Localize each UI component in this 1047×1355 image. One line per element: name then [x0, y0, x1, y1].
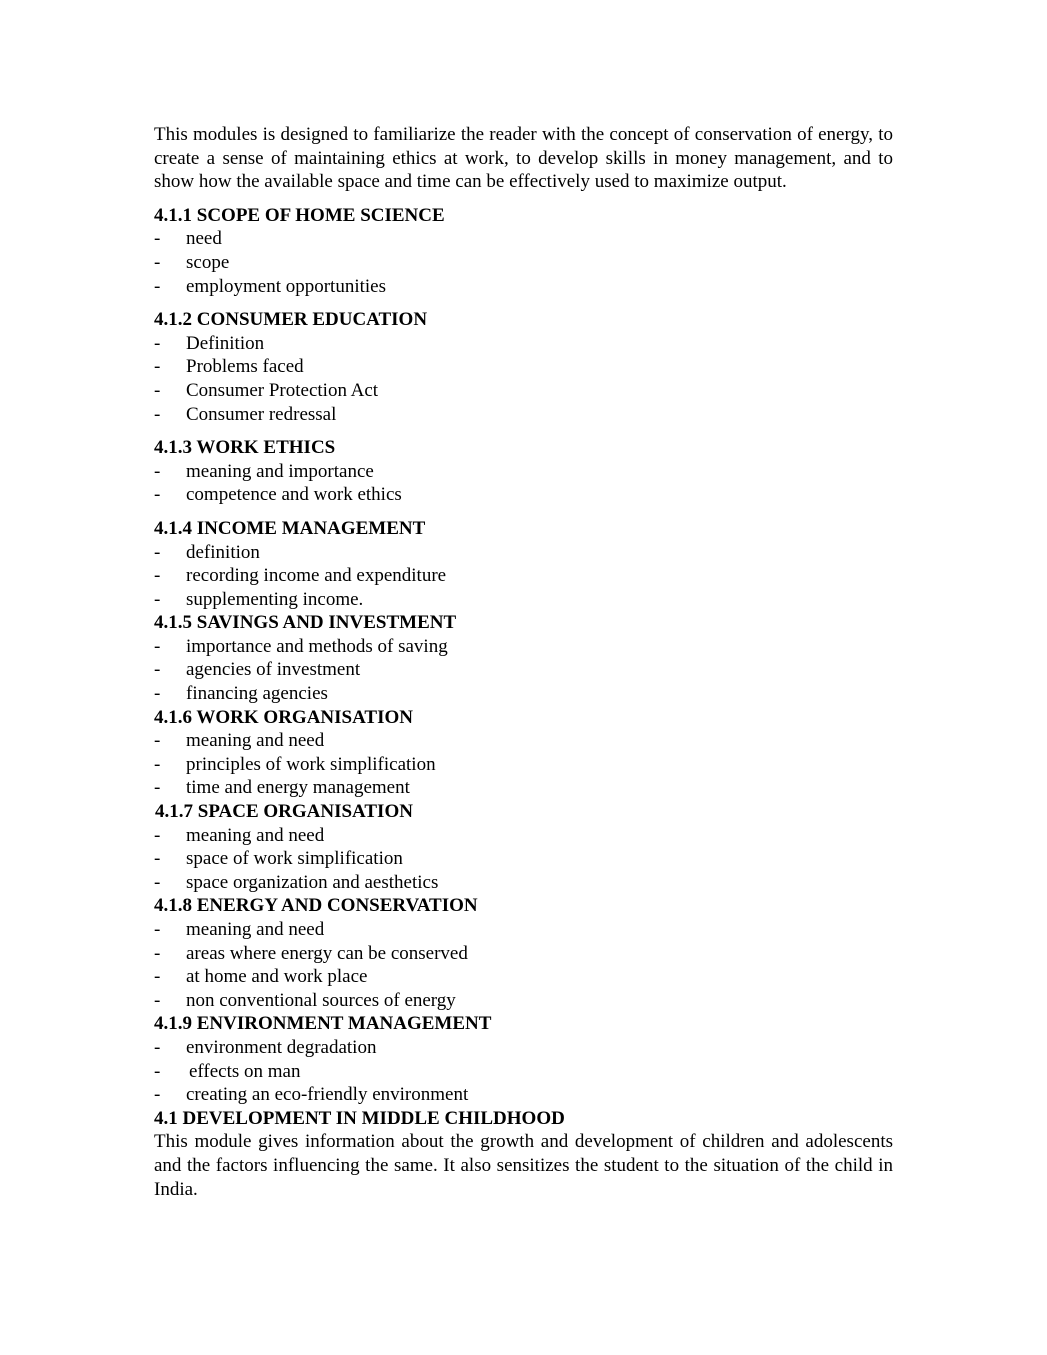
list-item: - meaning and importance	[154, 460, 374, 482]
section-heading: 4.1.3 WORK ETHICS	[154, 437, 336, 459]
list-item: - meaning and need	[154, 919, 325, 940]
dash-bullet: -	[154, 871, 161, 893]
section-savings-and-investment	[154, 611, 893, 705]
section-heading: 4.1.7 SPACE ORGANISATION	[155, 801, 413, 823]
dash-bullet: -	[154, 730, 161, 752]
dash-bullet: -	[154, 541, 161, 563]
closing-paragraph: This module gives information about the growth and development of children and adolescents and the factors influencing the same. It also sensitizes the student to the situation of the child in India.	[154, 1131, 893, 1200]
list-item: - meaning and need	[154, 730, 325, 752]
list-item: - Definition	[154, 332, 265, 354]
dash-bullet: -	[154, 989, 161, 1011]
list-item: - environment degradation	[154, 1036, 377, 1058]
dash-bullet: -	[154, 753, 161, 775]
dash-bullet: -	[154, 251, 161, 273]
section-scope-of-home-science	[154, 204, 893, 298]
list-item: - areas where energy can be conserved	[154, 942, 468, 964]
dash-bullet: -	[154, 635, 161, 657]
dash-bullet: -	[154, 777, 161, 799]
dash-bullet: -	[154, 379, 161, 401]
list-item: - importance and methods of saving	[154, 635, 448, 657]
list-item: - space organization and aesthetics	[154, 871, 439, 893]
dash-bullet: -	[154, 484, 161, 506]
list-item: - financing agencies	[154, 683, 328, 705]
list-item: - Problems faced	[154, 356, 304, 378]
list-item: - employment opportunities	[154, 275, 387, 297]
dash-bullet: -	[154, 1060, 161, 1082]
section-heading: 4.1.4 INCOME MANAGEMENT	[154, 517, 426, 539]
document-body	[154, 123, 893, 1201]
section-income-management	[154, 517, 893, 611]
section-heading: 4.1.5 SAVINGS AND INVESTMENT	[154, 612, 457, 634]
dash-bullet: -	[154, 275, 161, 297]
dash-bullet: -	[154, 1036, 161, 1058]
dash-bullet: -	[154, 356, 161, 378]
list-item: - scope	[154, 251, 230, 273]
section-energy-and-conservation	[154, 894, 893, 1012]
dash-bullet: -	[154, 848, 161, 870]
section-consumer-education	[154, 308, 893, 426]
dash-bullet: -	[154, 942, 161, 964]
dash-bullet: -	[154, 332, 161, 354]
dash-bullet: -	[154, 588, 161, 610]
list-item: - creating an eco-friendly environment	[154, 1084, 469, 1106]
section-heading: 4.1.2 CONSUMER EDUCATION	[154, 309, 428, 331]
section-heading: 4.1.8 ENERGY AND CONSERVATION	[154, 895, 478, 917]
dash-bullet: -	[154, 228, 161, 250]
section-space-organisation	[154, 800, 893, 894]
list-item: - supplementing income.	[154, 588, 364, 610]
dash-bullet: -	[154, 919, 161, 940]
list-item: - principles of work simplification	[154, 753, 436, 775]
list-item: - non conventional sources of energy	[154, 989, 456, 1011]
section-heading: 4.1 DEVELOPMENT IN MIDDLE CHILDHOOD	[154, 1107, 565, 1129]
list-item: - space of work simplification	[154, 848, 403, 870]
dash-bullet: -	[154, 403, 161, 425]
dash-bullet: -	[154, 683, 161, 705]
dash-bullet: -	[154, 1084, 161, 1106]
section-environment-management	[154, 1012, 893, 1106]
section-work-organisation	[154, 706, 893, 800]
dash-bullet: -	[154, 824, 161, 846]
list-item: - definition	[154, 541, 260, 563]
list-item: - effects on man	[154, 1060, 301, 1082]
list-item: - time and energy management	[154, 777, 410, 799]
list-item: - meaning and need	[154, 824, 325, 846]
list-item: - Consumer Protection Act	[154, 379, 379, 401]
list-item: - Consumer redressal	[154, 403, 337, 425]
list-item: - agencies of investment	[154, 659, 361, 681]
list-item: - competence and work ethics	[154, 484, 402, 506]
section-heading: 4.1.1 SCOPE OF HOME SCIENCE	[154, 204, 445, 226]
section-heading: 4.1.6 WORK ORGANISATION	[154, 706, 413, 728]
dash-bullet: -	[154, 659, 161, 681]
dash-bullet: -	[154, 565, 161, 587]
list-item: - recording income and expenditure	[154, 565, 447, 587]
section-work-ethics	[154, 436, 893, 507]
list-item: - need	[154, 228, 222, 250]
intro-paragraph: This modules is designed to familiarize the reader with the concept of conservation of energy, to create a sense of maintaining ethics at work, to develop skills in money management, and to show how the available space and time can be effectively used to maximize output.	[154, 124, 893, 193]
list-item: - at home and work place	[154, 966, 368, 988]
section-development-in-middle-childhood	[154, 1107, 893, 1201]
section-heading: 4.1.9 ENVIRONMENT MANAGEMENT	[154, 1013, 492, 1035]
dash-bullet: -	[154, 460, 161, 482]
dash-bullet: -	[154, 966, 161, 988]
